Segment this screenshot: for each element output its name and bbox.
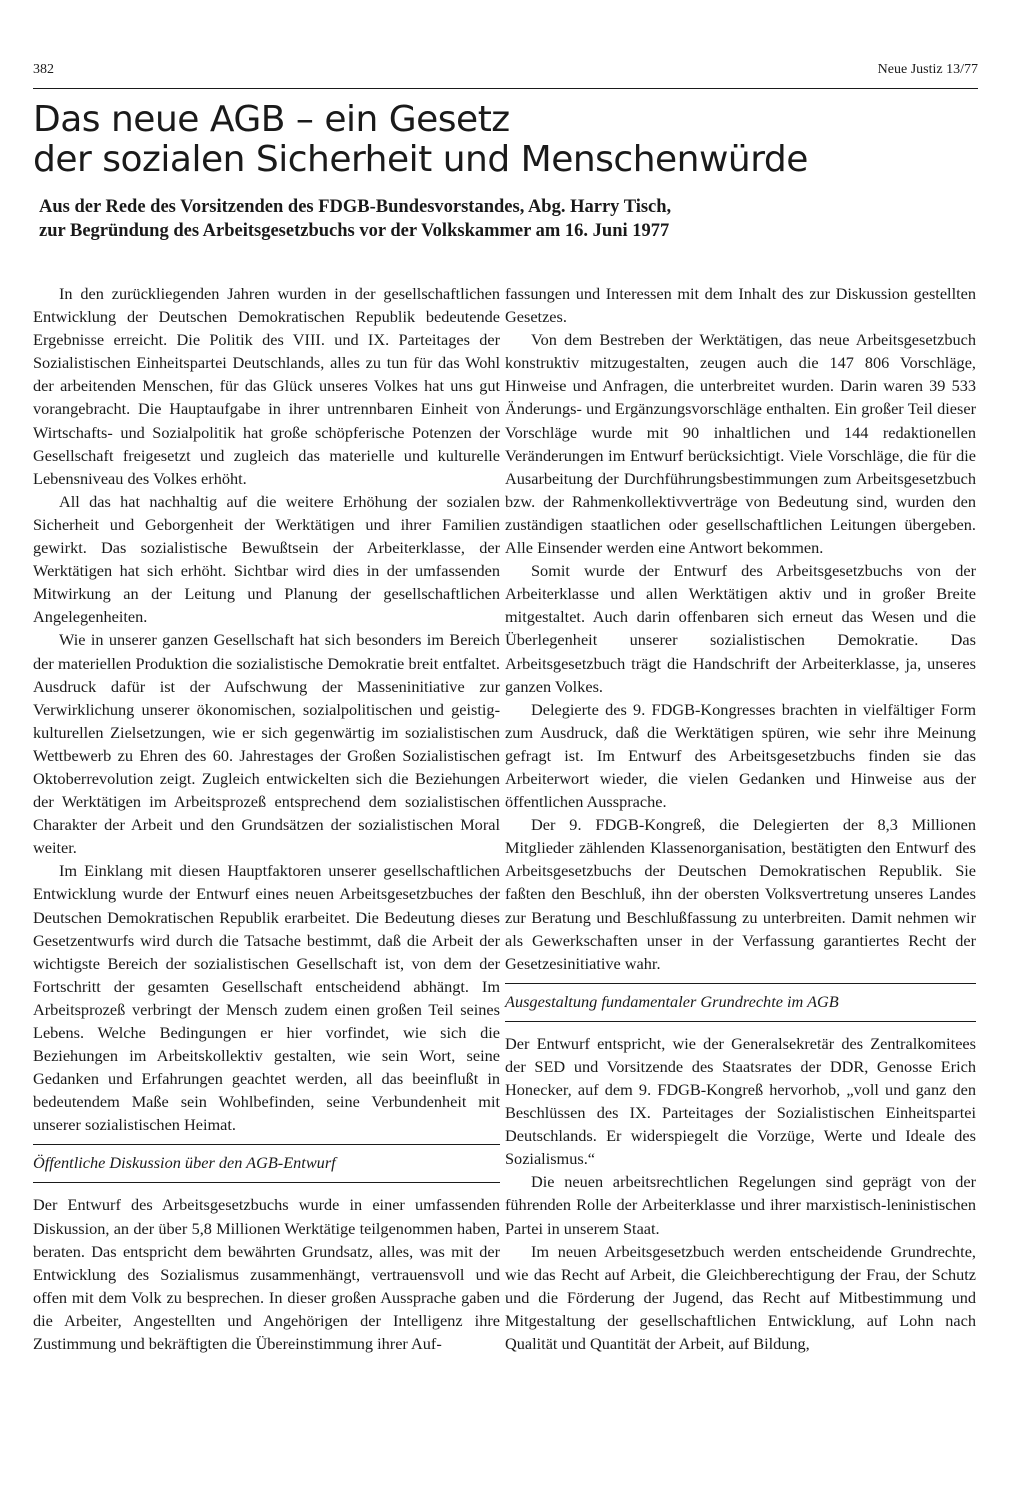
subtitle-line-1: Aus der Rede des Vorsitzenden des FDGB-Bundesvorstandes, Abg. Harry Tisch, — [39, 197, 672, 217]
paragraph: In den zurückliegenden Jahren wurden in der gesellschaftlichen Entwicklung der Deutschen Demokratischen Republik bedeutende Ergebnisse erreicht. Die Politik des VIII. und IX. Parteitages der Sozialistischen Einheitspartei Deutschlands, alles zu tun für das Wohl der arbeitenden Menschen, für das Glück unseres Volkes hat uns gut vorangebracht. Die Hauptaufgabe in ihrer untrennbaren Einheit von Wirtschafts- und Sozialpolitik hat große schöpferische Potenzen der Gesellschaft freigesetzt und zugleich das materielle und kulturelle Lebensniveau des Volkes erhöht. — [33, 284, 500, 488]
paragraph: Die neuen arbeitsrechtlichen Regelungen sind geprägt von der führenden Rolle der Arbeiterklasse und ihrer marxistisch-leninistischen Partei in unserem Staat. — [505, 1172, 976, 1238]
article-subtitle — [39, 195, 979, 243]
paragraph: Delegierte des 9. FDGB-Kongresses brachten in vielfältiger Form zum Ausdruck, daß die Werktätigen spüren, wie sehr ihre Meinung gefragt ist. Im Entwurf des Arbeitsgesetzbuchs finden sie das Arbeiterwort wieder, die vielen Gedanken und Hinweise aus der öffentlichen Aussprache. — [505, 699, 976, 812]
header-rule — [33, 88, 978, 89]
paragraph: Wie in unserer ganzen Gesellschaft hat sich besonders im Bereich der materiellen Produktion die sozialistische Demokratie breit entfaltet. Ausdruck dafür ist der Aufschwung der Masseninitiative zur Verwirklichung unserer ökonomischen, sozialpolitischen und geistig-kulturellen Zielsetzungen, wie er sich gegenwärtig im sozialistischen Wettbewerb zu Ehren des 60. Jahrestages der Großen Sozialistischen Oktoberrevolution zeigt. Zugleich entwickelten sich die Beziehungen der Werktätigen im Arbeitsprozeß entsprechend dem sozialistischen Charakter der Arbeit und den Grundsätzen der sozialistischen Moral weiter. — [33, 630, 500, 858]
journal-reference: Neue Justiz 13/77 — [877, 62, 978, 77]
paragraph: Von dem Bestreben der Werktätigen, das neue Arbeitsgesetzbuch konstruktiv mitzugestalten, zeugen auch die 147 806 Vorschläge, Hinweise und Anfragen, die unterbreitet wurden. Darin waren 39 533 Änderungs- und Ergänzungsvorschläge enthalten. Ein großer Teil dieser Vorschläge wurde mit 90 inhaltlichen und 144 redaktionellen Veränderungen im Entwurf berücksichtigt. Viele Vorschläge, die für die Ausarbeitung der Durchführungsbestimmungen zum Arbeitsgesetzbuch bzw. der Rahmenkollektivverträge von Bedeutung sind, wurden den zuständigen staatlichen oder gesellschaftlichen Leitungen übergeben. Alle Einsender werden eine Antwort bekommen. — [505, 330, 976, 558]
section-heading-public-discussion: Öffentliche Diskussion über den AGB-Entwurf — [33, 1144, 500, 1183]
title-line-1: Das neue AGB – ein Gesetz — [33, 99, 510, 140]
section-heading-fundamental-rights: Ausgestaltung fundamentaler Grundrechte im AGB — [505, 983, 976, 1022]
paragraph: Der 9. FDGB-Kongreß, die Delegierten der 8,3 Millionen Mitglieder zählenden Klassenorganisation, bestätigten den Entwurf des Arbeitsgesetzbuchs der Deutschen Demokratischen Republik. Sie faßten den Beschluß, ihn der obersten Volksvertretung unseres Landes zur Beratung und Beschlußfassung zu unterbreiten. Damit nehmen wir als Gewerkschaften unser in der Verfassung garantiertes Recht der Gesetzesinitiative wahr. — [505, 815, 976, 973]
paragraph: Im Einklang mit diesen Hauptfaktoren unserer gesellschaftlichen Entwicklung wurde der Entwurf eines neuen Arbeitsgesetzbuches der Deutschen Demokratischen Republik erarbeitet. Die Bedeutung dieses Gesetzentwurfs wird durch die Tatsache bestimmt, daß die Arbeit der wichtigste Bereich der sozialistischen Gesellschaft ist, von dem der Fortschritt der gesamten Gesellschaft entscheidend abhängt. Im Arbeitsprozeß verbringt der Mensch zudem einen großen Teil seines Lebens. Welche Bedingungen er hier vorfindet, wie sich die Beziehungen im Arbeitskollektiv gestalten, wie sein Wort, seine Gedanken und Erfahrungen geachtet werden, all das beeinflußt in bedeutendem Maße sein Wohlbefinden, seine Verbundenheit mit unserer sozialistischen Heimat. — [33, 861, 500, 1135]
left-column — [33, 282, 500, 1355]
right-column — [505, 282, 976, 1355]
title-line-2: der sozialen Sicherheit und Menschenwürde — [33, 139, 808, 180]
paragraph: Somit wurde der Entwurf des Arbeitsgesetzbuchs von der Arbeiterklasse und allen Werktätigen aktiv und in großer Breite mitgestaltet. Auch darin offenbaren sich erneut das Wesen und die Überlegenheit unserer sozialistischen Demokratie. Das Arbeitsgesetzbuch trägt die Handschrift der Arbeiterklasse, ja, unseres ganzen Volkes. — [505, 561, 976, 696]
paragraph: Der Entwurf des Arbeitsgesetzbuchs wurde in einer umfassenden Diskussion, an der über 5,8 Millionen Werktätige teilgenommen haben, beraten. Das entspricht dem bewährten Grundsatz, alles, was mit der Entwicklung des Sozialismus zusammenhängt, vertrauensvoll und offen mit dem Volk zu besprechen. In dieser großen Aussprache gaben die Arbeiter, Angestellten und Angehörigen der Intelligenz ihre Zustimmung und bekräftigten die Übereinstimmung ihrer Auf- — [33, 1195, 500, 1354]
article-title — [33, 100, 978, 180]
paragraph: Der Entwurf entspricht, wie der Generalsekretär des Zentralkomitees der SED und Vorsitzende des Staatsrates der DDR, Genosse Erich Honecker, auf dem 9. FDGB-Kongreß hervorhob, „voll und ganz den Beschlüssen des IX. Parteitages der Sozialistischen Einheitspartei Deutschlands. Er widerspiegelt die Vorzüge, Werte und Ideale des Sozialismus.“ — [505, 1033, 976, 1169]
paragraph: All das hat nachhaltig auf die weitere Erhöhung der sozialen Sicherheit und Geborgenheit der Werktätigen und ihrer Familien gewirkt. Das sozialistische Bewußtsein der Arbeiterklasse, der Werktätigen hat sich erhöht. Sichtbar wird dies in der umfassenden Mitwirkung an der Leitung und Planung der gesellschaftlichen Angelegenheiten. — [33, 491, 500, 627]
subtitle-line-2: zur Begründung des Arbeitsgesetzbuchs vor der Volkskammer am 16. Juni 1977 — [39, 221, 670, 241]
page-number: 382 — [33, 62, 54, 77]
paragraph: fassungen und Interessen mit dem Inhalt des zur Diskussion gestellten Gesetzes. — [505, 284, 976, 327]
paragraph: Im neuen Arbeitsgesetzbuch werden entscheidende Grundrechte, wie das Recht auf Arbeit, die Gleichberechtigung der Frau, der Schutz und die Förderung der Jugend, das Recht auf Mitbestimmung und Mitgestaltung der gesellschaftlichen Entwicklung, auf Lohn nach Qualität und Quantität der Arbeit, auf Bildung, — [505, 1241, 976, 1354]
